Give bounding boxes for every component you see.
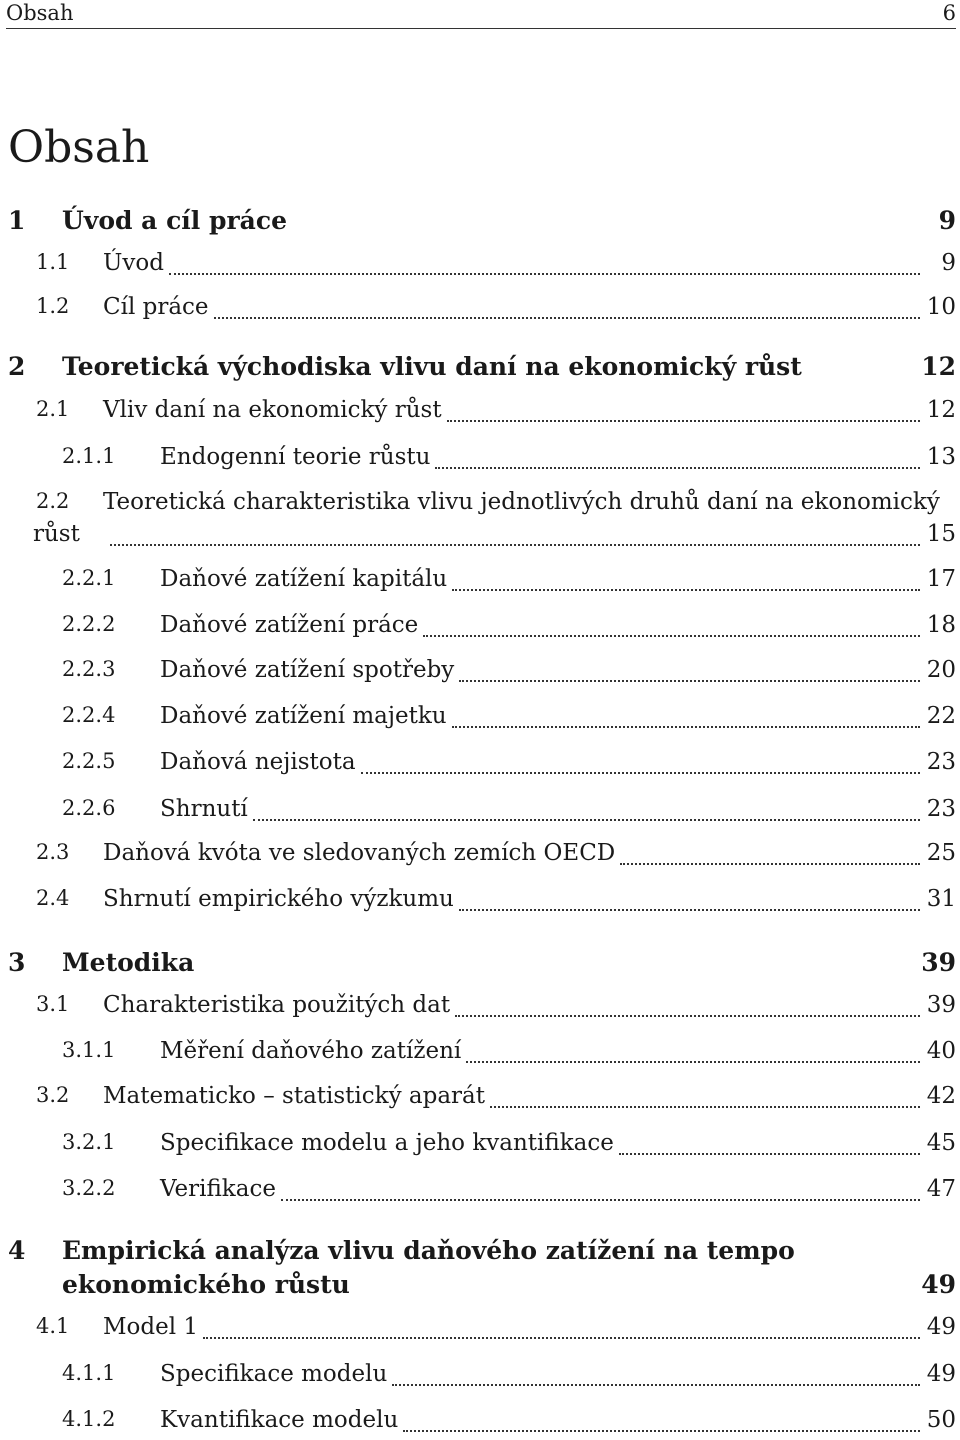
toc-entry[interactable] (0, 1130, 960, 1162)
toc-entry-page: 42 (924, 1083, 956, 1109)
toc-entry-title: Vliv daní na ekonomický růst (103, 397, 445, 423)
toc-entry-page: 31 (924, 886, 956, 912)
toc-entry-number: 2 (8, 352, 26, 381)
toc-entry-number: 4.1.2 (62, 1407, 116, 1431)
toc-entry-title: Cíl práce (103, 294, 212, 320)
toc-entry[interactable] (0, 1176, 960, 1208)
toc-entry-title: Úvod (103, 250, 167, 276)
toc-dot-leader (459, 907, 920, 911)
toc-dot-leader (253, 817, 920, 821)
toc-entry-title: Daňová nejistota (160, 749, 359, 775)
toc-entry-title: Metodika (62, 948, 197, 977)
toc-entry[interactable] (0, 948, 960, 980)
header-section-title: Obsah (6, 1, 74, 25)
toc-entry-number: 4 (8, 1236, 26, 1265)
toc-entry-page: 50 (924, 1407, 956, 1433)
toc-entry[interactable] (0, 1038, 960, 1070)
toc-entry-title: Kvantifikace modelu (160, 1407, 401, 1433)
toc-entry-number: 2.2.1 (62, 566, 116, 590)
toc-entry[interactable] (0, 886, 960, 918)
toc-dot-leader (403, 1428, 920, 1432)
toc-entry-page: 17 (924, 566, 956, 592)
toc-entry-number: 2.4 (36, 886, 70, 910)
toc-dot-leader (447, 418, 920, 422)
toc-entry-title: Specifikace modelu (160, 1361, 390, 1387)
toc-entry[interactable] (0, 749, 960, 781)
toc-entry-number: 4.1.1 (62, 1361, 116, 1385)
toc-dot-leader (361, 770, 920, 774)
toc-dot-leader (110, 542, 920, 546)
toc-entry[interactable] (0, 612, 960, 644)
toc-dot-leader (214, 315, 920, 319)
toc-entry[interactable] (0, 703, 960, 735)
toc-entry[interactable] (0, 489, 960, 547)
toc-entry-number: 2.2.5 (62, 749, 116, 773)
toc-entry[interactable] (0, 444, 960, 476)
toc-entry-title: Daňová kvóta ve sledovaných zemích OECD (103, 840, 618, 866)
toc-entry-page: 49 (918, 1270, 956, 1299)
toc-entry-title: Teoretická charakteristika vlivu jednotlivých druhů daní na ekonomický (103, 489, 943, 515)
toc-dot-leader (459, 678, 920, 682)
toc-entry[interactable] (0, 566, 960, 598)
toc-entry-page: 23 (924, 796, 956, 822)
toc-entry-number: 2.2.6 (62, 796, 116, 820)
toc-entry-number: 3.1 (36, 992, 70, 1016)
toc-entry-page: 20 (924, 657, 956, 683)
toc-entry-number: 3.2.1 (62, 1130, 116, 1154)
toc-entry-title: Verifikace (160, 1176, 279, 1202)
toc-dot-leader (392, 1382, 920, 1386)
toc-entry-title-continuation: růst (33, 521, 80, 547)
toc-dot-leader (423, 633, 920, 637)
toc-entry-page: 15 (924, 521, 956, 547)
toc-entry-page: 10 (924, 294, 956, 320)
toc-entry-number: 2.2.3 (62, 657, 116, 681)
toc-entry-number: 3.1.1 (62, 1038, 116, 1062)
toc-entry[interactable] (0, 840, 960, 872)
toc-dot-leader (435, 465, 920, 469)
toc-entry-page: 13 (924, 444, 956, 470)
toc-dot-leader (452, 724, 920, 728)
toc-entry[interactable] (0, 1407, 960, 1439)
toc-entry-title: Daňové zatížení kapitálu (160, 566, 450, 592)
toc-entry-number: 1 (8, 206, 26, 235)
toc-entry-title: Shrnutí (160, 796, 251, 822)
toc-entry-title: Charakteristika použitých dat (103, 992, 453, 1018)
toc-dot-leader (490, 1104, 920, 1108)
toc-entry-page: 23 (924, 749, 956, 775)
toc-entry-page: 49 (924, 1361, 956, 1387)
toc-entry-number: 3.2 (36, 1083, 70, 1107)
toc-entry-page: 9 (938, 250, 956, 276)
toc-entry[interactable] (0, 1314, 960, 1346)
toc-entry[interactable] (0, 1236, 960, 1299)
toc-entry-number: 2.3 (36, 840, 70, 864)
toc-entry-title: Matematicko – statistický aparát (103, 1083, 488, 1109)
toc-entry[interactable] (0, 1361, 960, 1393)
toc-entry[interactable] (0, 250, 960, 282)
toc-entry-number: 3.2.2 (62, 1176, 116, 1200)
toc-entry-title: Teoretická východiska vlivu daní na ekonomický růst (62, 352, 805, 381)
toc-entry-title: Měření daňového zatížení (160, 1038, 464, 1064)
toc-entry-number: 2.2 (36, 489, 70, 513)
toc-dot-leader (620, 861, 920, 865)
toc-entry[interactable] (0, 796, 960, 828)
toc-entry-title: Daňové zatížení spotřeby (160, 657, 457, 683)
toc-entry-page: 18 (924, 612, 956, 638)
toc-entry-page: 12 (918, 352, 956, 381)
toc-entry-title: Shrnutí empirického výzkumu (103, 886, 457, 912)
toc-entry-number: 3 (8, 948, 26, 977)
header-page-number: 6 (942, 1, 956, 25)
toc-entry-page: 45 (924, 1130, 956, 1156)
toc-entry-page: 47 (924, 1176, 956, 1202)
toc-entry[interactable] (0, 1083, 960, 1115)
toc-entry-title: Specifikace modelu a jeho kvantifikace (160, 1130, 617, 1156)
toc-dot-leader (169, 271, 920, 275)
toc-entry-page: 49 (924, 1314, 956, 1340)
toc-entry-page: 40 (924, 1038, 956, 1064)
toc-entry-title: Endogenní teorie růstu (160, 444, 433, 470)
toc-dot-leader (281, 1197, 920, 1201)
toc-entry-page: 9 (936, 206, 956, 235)
toc-entry-title-continuation: ekonomického růstu (62, 1270, 350, 1299)
toc-entry-number: 1.1 (36, 250, 70, 274)
toc-entry[interactable] (0, 294, 960, 326)
toc-entry-page: 12 (924, 397, 956, 423)
toc-entry-title: Úvod a cíl práce (62, 206, 290, 235)
toc-entry-title: Model 1 (103, 1314, 201, 1340)
toc-entry-number: 2.1 (36, 397, 70, 421)
toc-dot-leader (452, 587, 920, 591)
toc-entry[interactable] (0, 206, 960, 238)
toc-dot-leader (466, 1059, 920, 1063)
toc-entry-title: Empirická analýza vlivu daňového zatížení na tempo (62, 1236, 798, 1265)
toc-entry-number: 1.2 (36, 294, 70, 318)
page-title: Obsah (8, 122, 150, 173)
toc-entry-number: 2.1.1 (62, 444, 116, 468)
toc-entry-number: 2.2.4 (62, 703, 116, 727)
toc-entry-page: 39 (924, 992, 956, 1018)
toc-entry[interactable] (0, 352, 960, 384)
toc-entry-number: 2.2.2 (62, 612, 116, 636)
toc-entry[interactable] (0, 657, 960, 689)
toc-entry[interactable] (0, 992, 960, 1024)
toc-entry-page: 39 (918, 948, 956, 977)
toc-entry-title: Daňové zatížení práce (160, 612, 421, 638)
toc-entry-number: 4.1 (36, 1314, 70, 1338)
toc-entry-title: Daňové zatížení majetku (160, 703, 450, 729)
toc-dot-leader (203, 1335, 920, 1339)
toc-entry-page: 22 (924, 703, 956, 729)
toc-dot-leader (619, 1151, 920, 1155)
toc-entry[interactable] (0, 397, 960, 429)
toc-entry-page: 25 (924, 840, 956, 866)
toc-dot-leader (455, 1013, 920, 1017)
